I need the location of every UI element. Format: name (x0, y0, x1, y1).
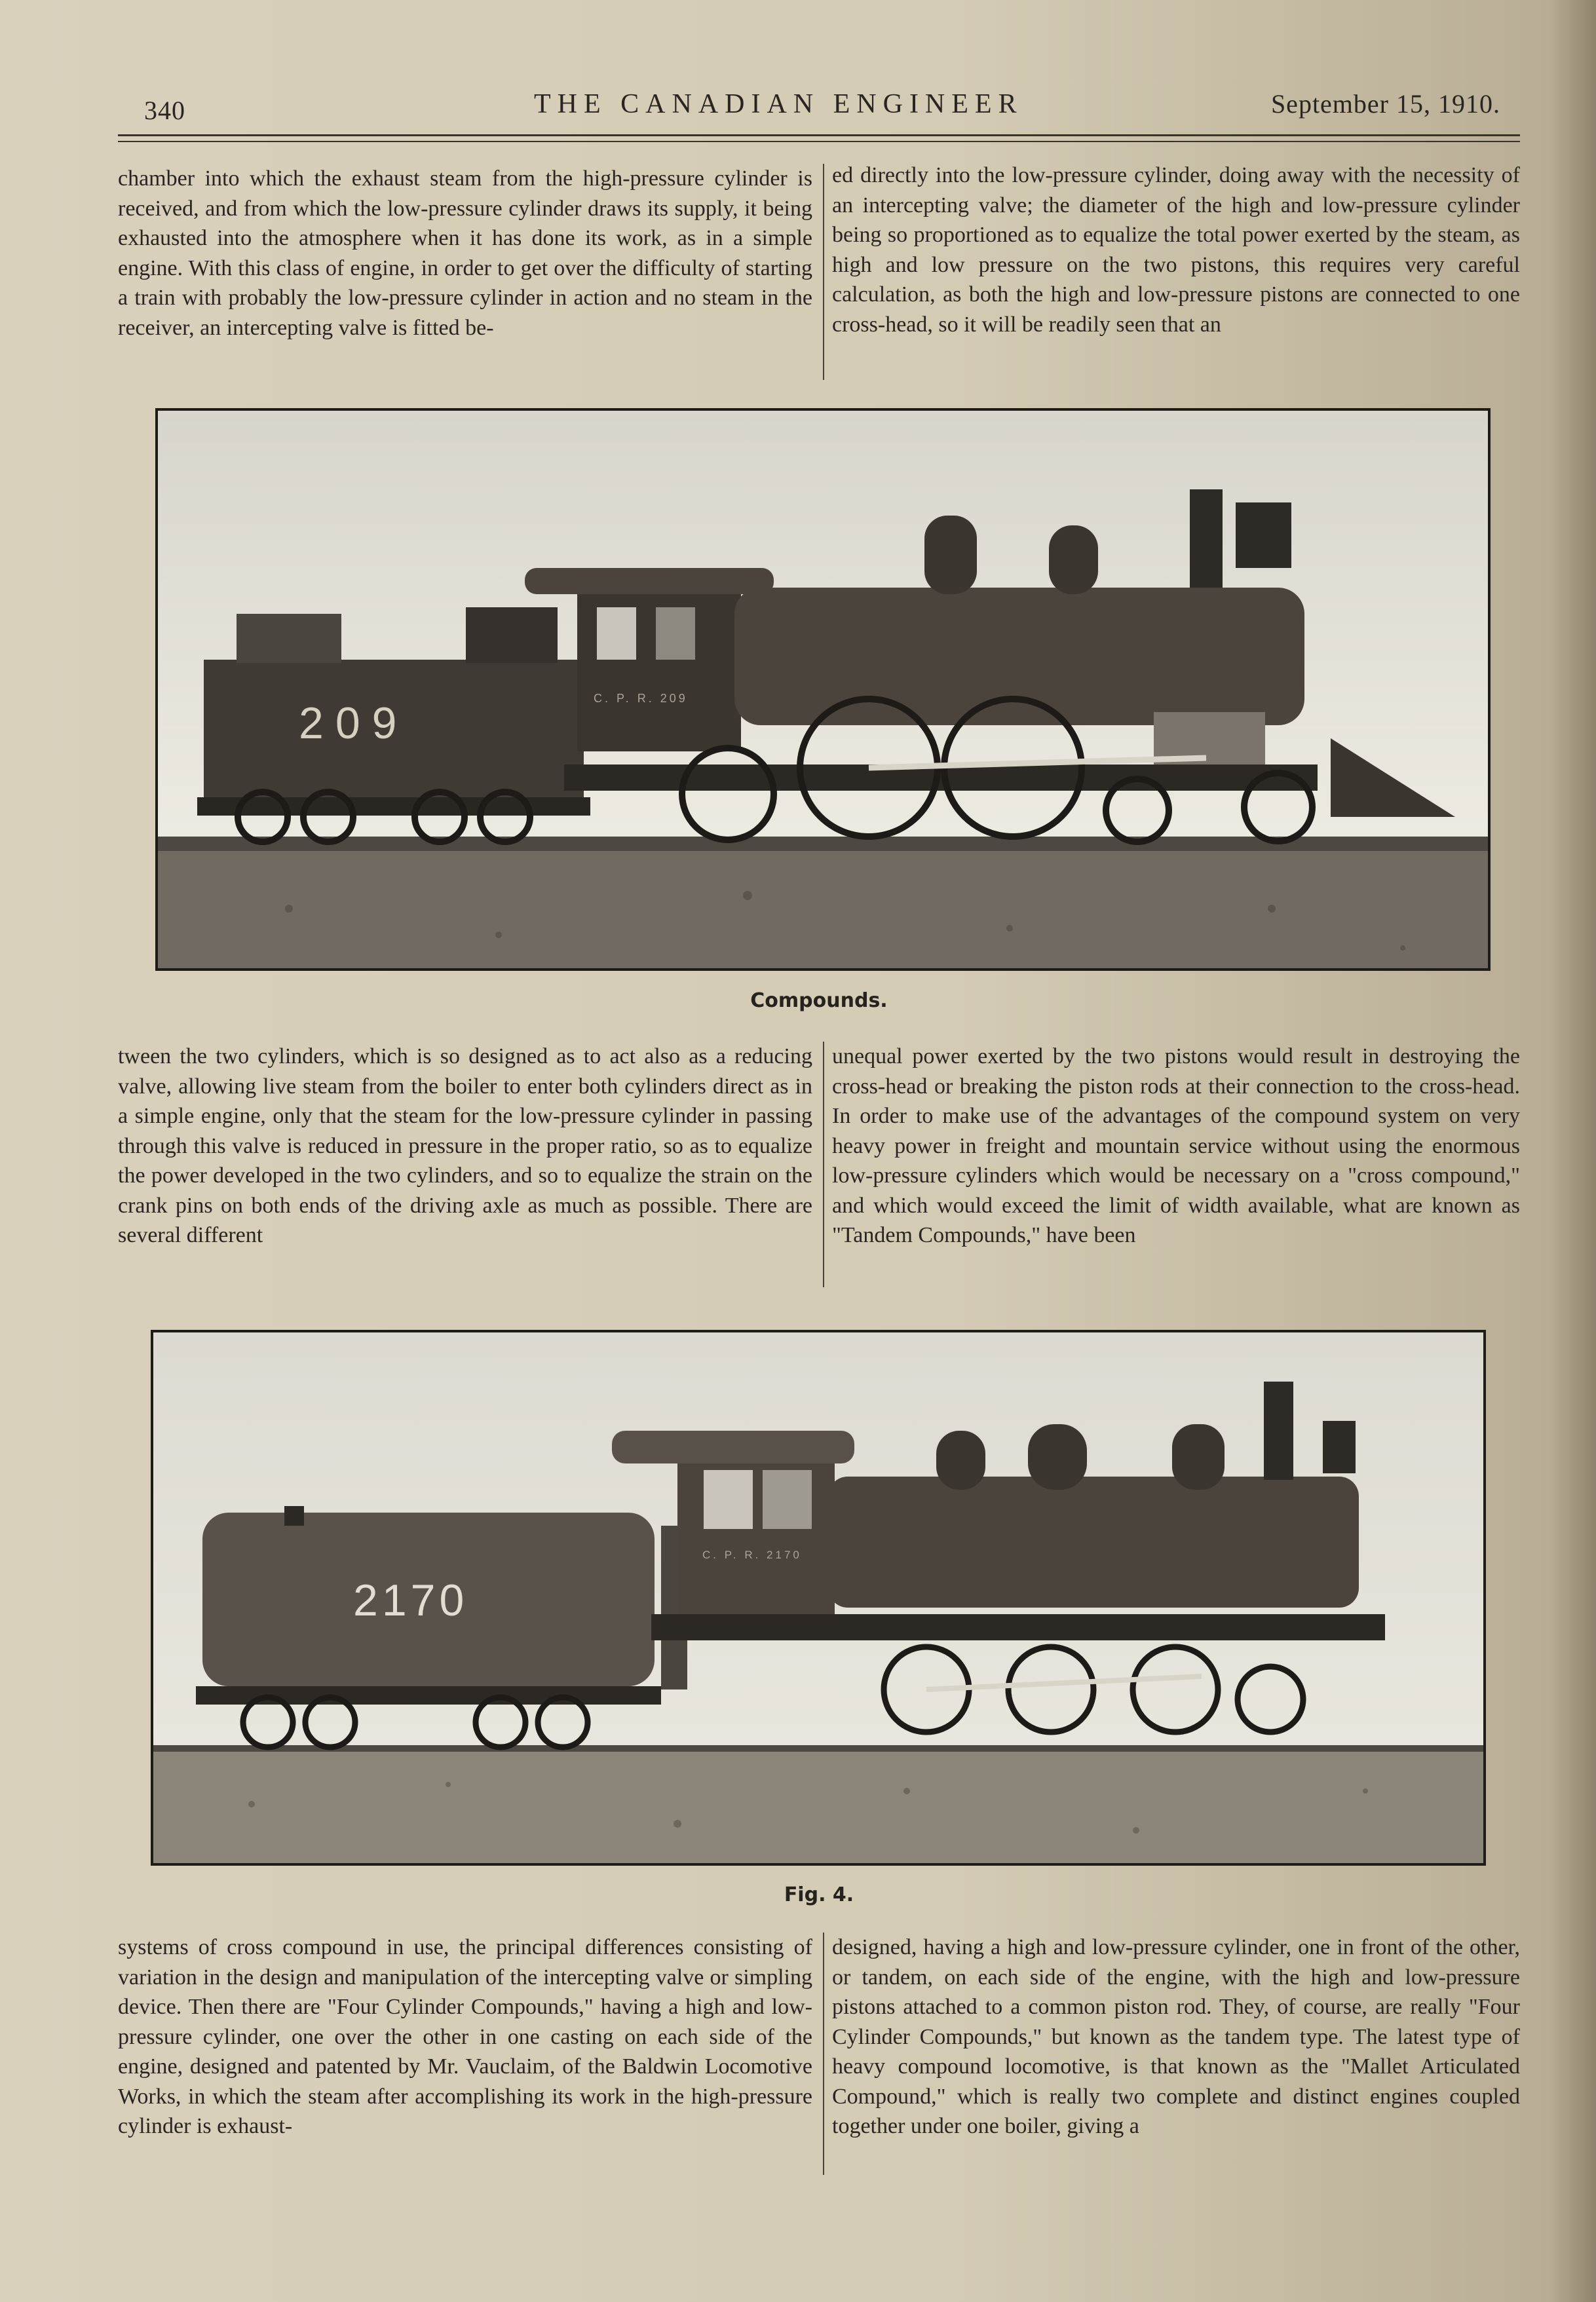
issue-date: September 15, 1910. (1270, 89, 1500, 119)
locomotive-209-photo (155, 408, 1491, 971)
section3-left-column: systems of cross compound in use, the principal differences consisting of variation in the design and manipulation of the intercepting valve or simpling device. Then there are "Four Cylinder Compounds," having a high and low-pressure cylinder, one over the other in one casting on each side of the engine, designed and patented by Mr. Vauclaim, of the Baldwin Locomotive Works, in which the steam after accomplishing its work in the high-pressure cylinder is exhaust- (118, 1935, 812, 2138)
page-number: 340 (144, 96, 185, 125)
figure1-caption: Compounds. (750, 989, 888, 1012)
header-rule (118, 134, 1520, 136)
tender-number-2170: 2170 (353, 1576, 468, 1625)
column-divider (823, 164, 824, 380)
section3-right-column: designed, having a high and low-pressure cylinder, one in front of the other, or tandem, on each side of the engine, with the high and low-pressure pistons attached to a common piston rod. They, of course, are really "Four Cylinder Compounds," but known as the tandem type. The latest type of heavy compound locomotive, is that known as the "Mallet Articulated Compound," which is really two complete and distinct engines coupled together under one boiler, giving a (832, 1935, 1520, 2138)
cab-marking-2170: C. P. R. 2170 (702, 1549, 802, 1561)
column-divider-3 (823, 1933, 824, 2175)
tender-number-209: 209 (299, 698, 409, 748)
locomotive-2170-photo (151, 1330, 1486, 1866)
running-header (144, 88, 1500, 128)
figure2-caption: Fig. 4. (784, 1883, 854, 1906)
journal-title: THE CANADIAN ENGINEER (534, 89, 1023, 119)
section1-left-column: chamber into which the exhaust steam from the high-pressure cylinder is received, and from which the low-pressure cylinder draws its supply, it being exhausted into the atmosphere when it has done its work, as in a simple engine. With this class of engine, in order to get over the difficulty of starting a train with probably the low-pressure cylinder in action and no steam in the receiver, an intercepting valve is fitted be- (118, 166, 812, 340)
section2-left-column: tween the two cylinders, which is so designed as to act also as a reducing valve, allowing live steam from the boiler to enter both cylinders direct as in a simple engine, only that the steam for the low-pressure cylinder in passing through this valve is reduced in pressure in the proper ratio, so as to equalize the power developed in the two cylinders, and so to equalize the strain on the crank pins on both ends of the driving axle as much as possible. There are several different (118, 1044, 812, 1247)
cab-marking-209: C. P. R. 209 (594, 692, 688, 705)
column-divider-2 (823, 1042, 824, 1287)
section1-right-column: ed directly into the low-pressure cylinder, doing away with the necessity of an intercepting valve; the diameter of the high and low-pressure cylinder being so proportioned as to equalize the total power exerted by the steam, as high and low pressure on the two pistons, this requires very careful calculation, as both the high and low-pressure pistons are connected to one cross-head, so it will be readily seen that an (832, 163, 1520, 337)
header-rule-thin (118, 141, 1520, 142)
section2-right-column: unequal power exerted by the two pistons would result in destroying the cross-head or breaking the piston rods at their connection to the cross-head. In order to make use of the advantages of the compound system on very heavy power in freight and mountain service without using the enormous low-pressure cylinders which would be necessary on a "cross compound," and which would exceed the limit of width available, what are known as "Tandem Compounds," have been (832, 1044, 1520, 1247)
